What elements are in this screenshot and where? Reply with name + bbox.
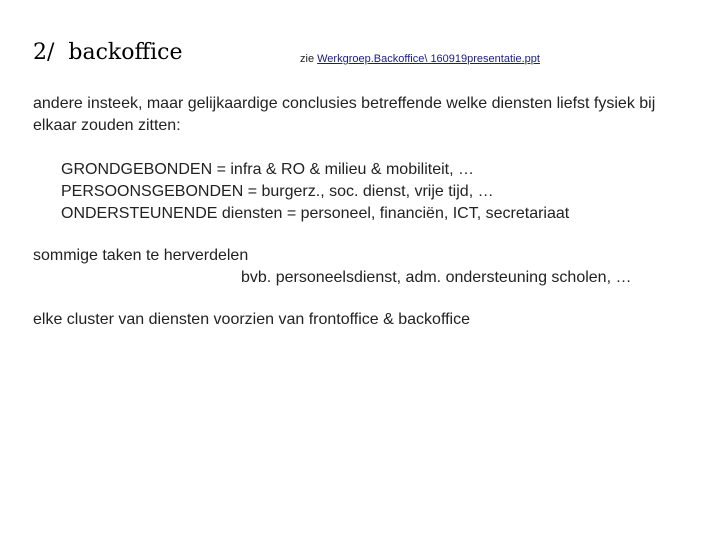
slide-title: 2/ backoffice (33, 40, 183, 65)
cluster-item: ONDERSTEUNENDE diensten = personeel, financiën, ICT, secretariaat (61, 205, 570, 222)
reference-prefix: zie (300, 53, 318, 65)
reference-line (300, 53, 540, 65)
closing-text: elke cluster van diensten voorzien van frontoffice & backoffice (33, 311, 470, 328)
redistribute-text: sommige taken te herverdelen (33, 247, 249, 264)
intro-paragraph: andere insteek, maar gelijkaardige conclusies betreffende welke diensten liefst fysiek bij elkaar zouden zitten: (33, 95, 656, 134)
example-text: bvb. personeelsdienst, adm. ondersteuning scholen, … (241, 269, 632, 286)
cluster-list (61, 159, 569, 225)
cluster-item: GRONDGEBONDEN = infra & RO & milieu & mobiliteit, … (61, 161, 474, 178)
reference-link[interactable]: Werkgroep.Backoffice\ 160919presentatie.ppt (317, 53, 540, 65)
cluster-item: PERSOONSGEBONDEN = burgerz., soc. dienst, vrije tijd, … (61, 183, 494, 200)
